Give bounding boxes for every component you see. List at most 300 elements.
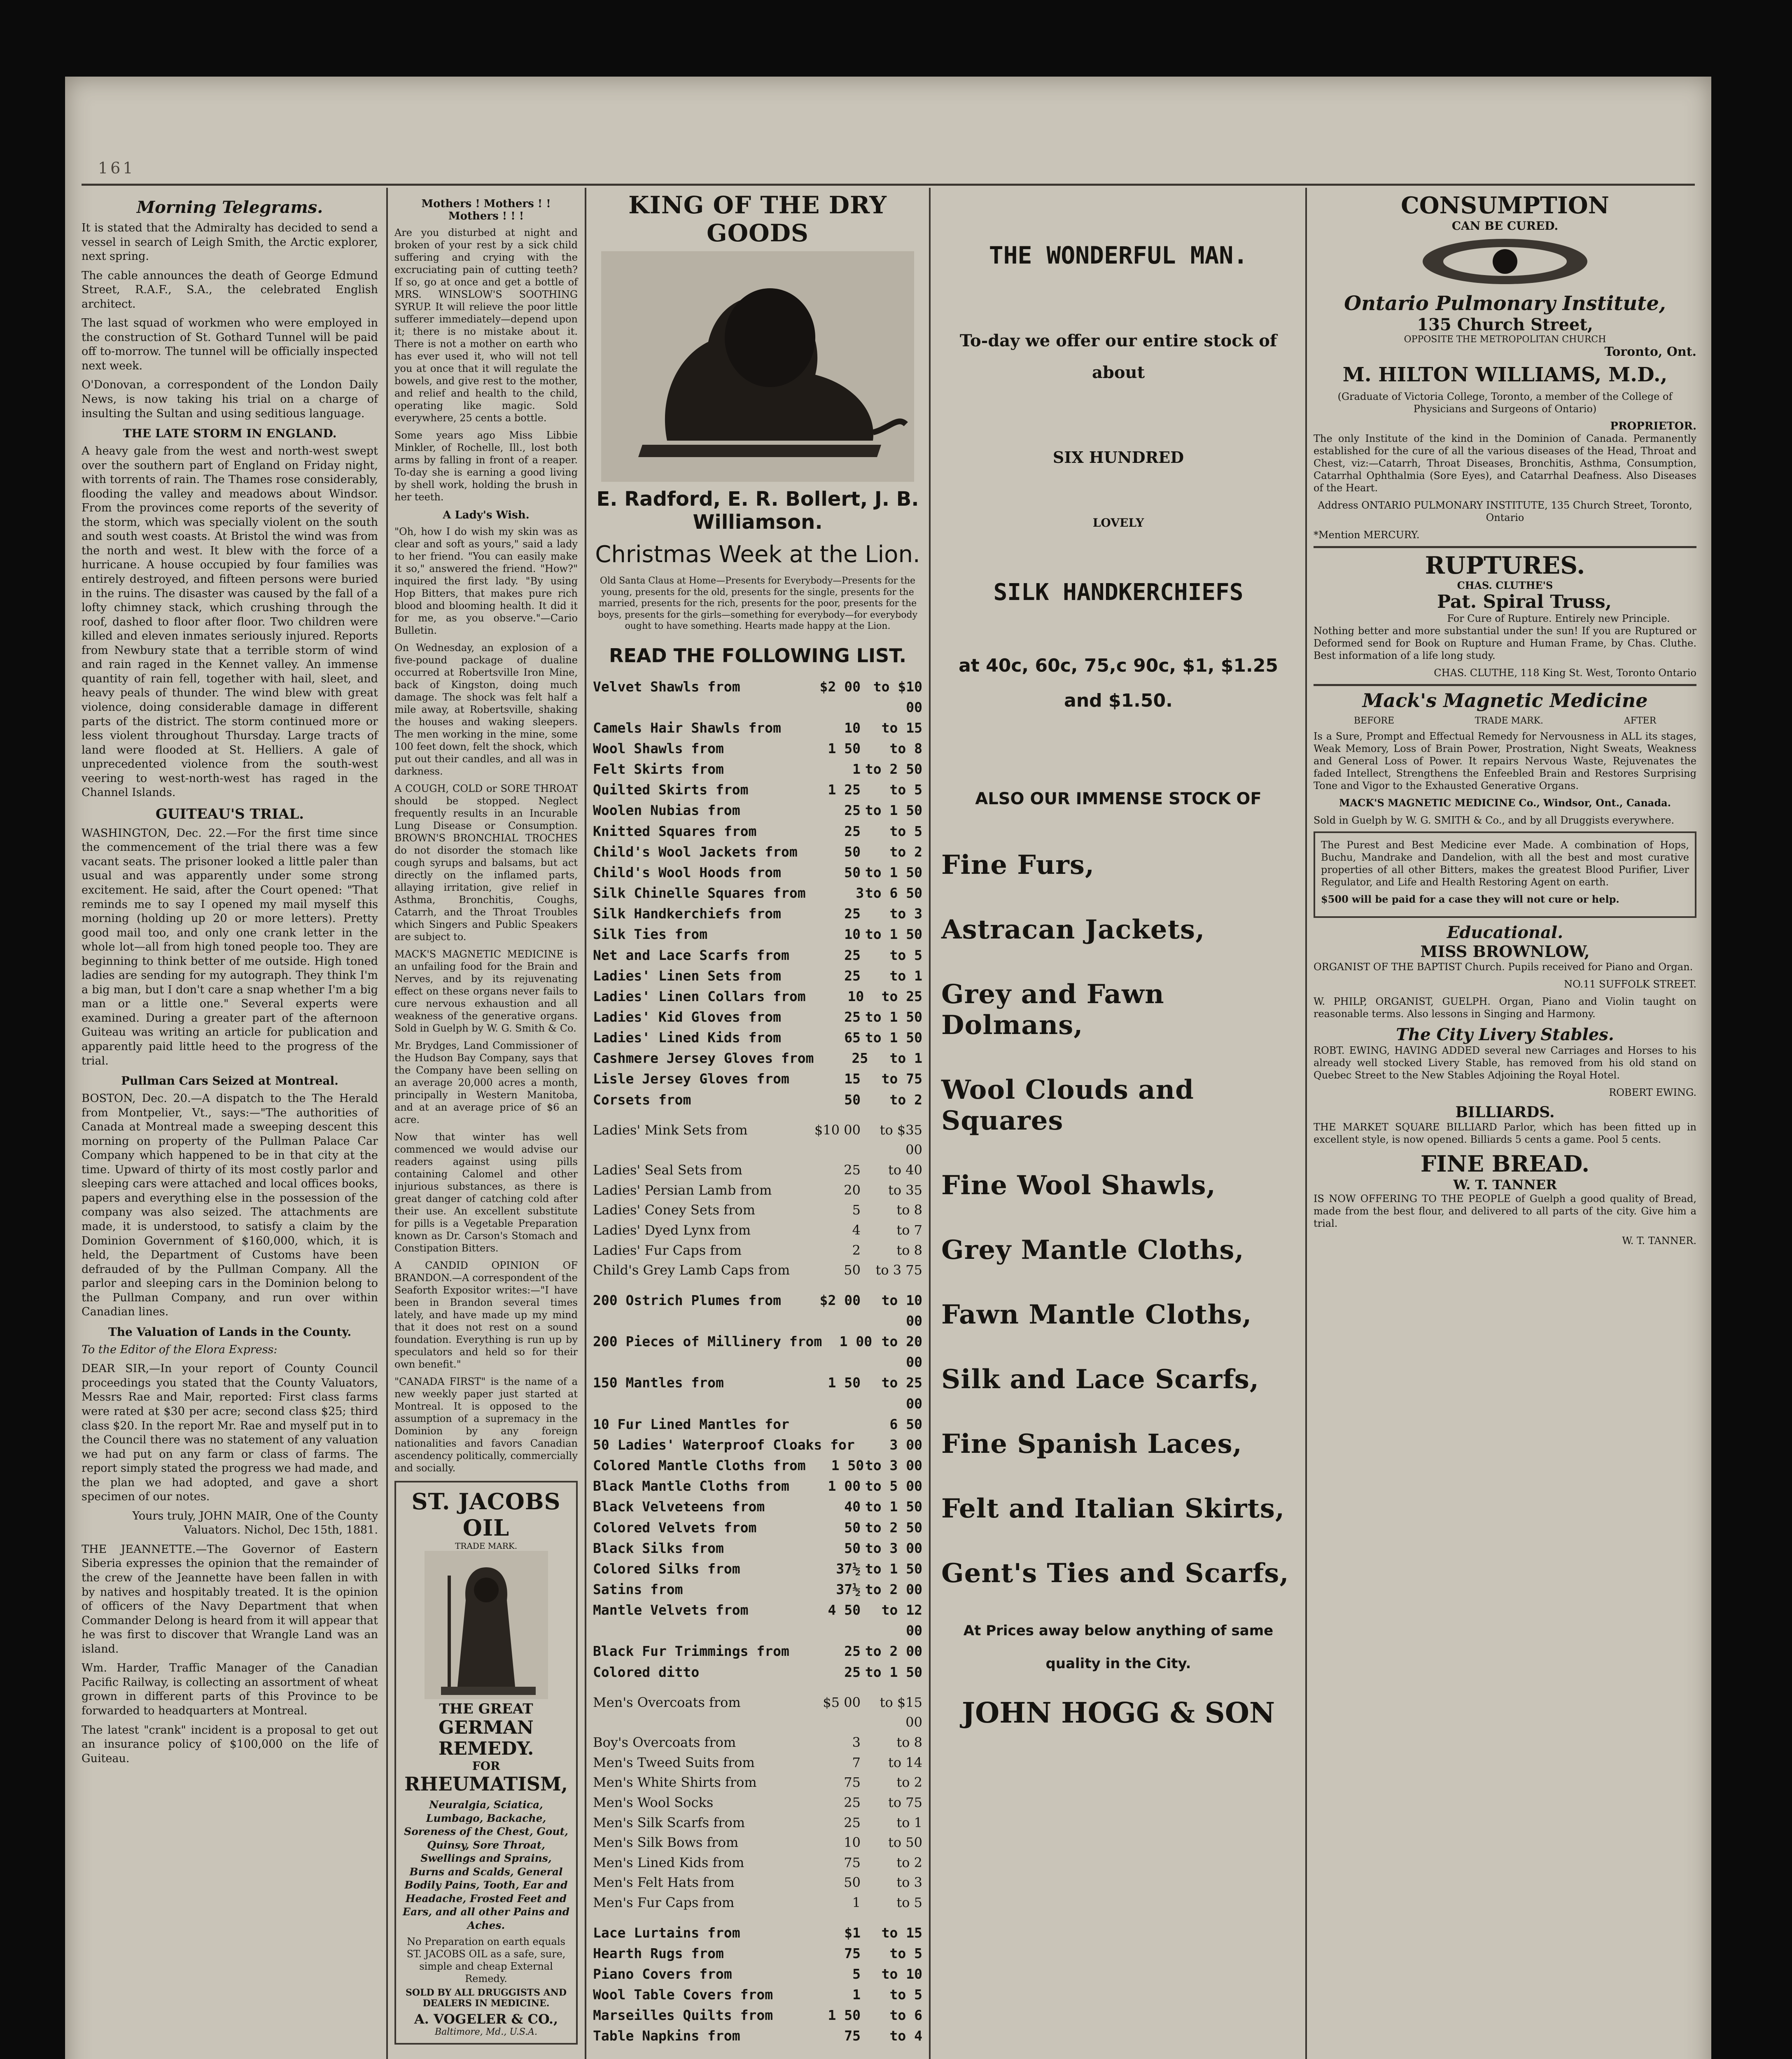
price-item: Mantle Velvets from — [593, 1602, 749, 1618]
price-value: 25 — [844, 906, 861, 922]
price-value: 25 — [844, 1162, 861, 1178]
price-value: 1 — [852, 761, 861, 777]
price-value: 6 50 — [889, 1416, 922, 1432]
price-value: to 15 — [881, 1924, 922, 1941]
article-body: WASHINGTON, Dec. 22.—For the first time since the commencement of the trial there was a few vacant seats. The prisoner looked a little paler than usual and was apparently under some strong excitement. He said, after the Court opened: "That reminds me to say I opened my mail myself this morning (holding up 20 or more letters). Pretty good mail too, and only one crank letter in the whole lot—all from high toned people too. They are beginning to think better of me outside. High toned ladies are sending for my autograph. They think I'm a big man, but I don't care a snap whether I'm a big man or a little one." Several experts were examined. During a greater part of the afternoon Guiteau was writing an article for publication and apparently paid little heed to the progress of the trial. — [82, 826, 378, 1067]
price-item: Men's Tweed Suits from — [593, 1754, 755, 1770]
price-value: to 1 50 — [865, 926, 922, 943]
ad-before: BEFORE — [1353, 716, 1395, 726]
price-value: 1 00 — [828, 1478, 861, 1494]
price-value: to 1 50 — [865, 1664, 922, 1680]
telegram-paragraph: O'Donovan, a correspondent of the London Daily News, is now taking his trial on a charge of insulting the Sultan and using seditious language. — [82, 378, 378, 420]
telegram-paragraph: It is stated that the Admiralty has decided to send a vessel in search of Leigh Smith, the Arctic explorer, next spring. — [82, 222, 378, 263]
column-hogg-ad — [937, 241, 1300, 2059]
price-value: 37½ — [836, 1581, 861, 1597]
price-row — [593, 677, 922, 718]
article-title: Mothers ! Mothers ! ! Mothers ! ! ! — [421, 198, 551, 222]
ad-hops-body: The Purest and Best Medicine ever Made. A combination of Hops, Buchu, Mandrake and Dandelion, with all the best and most curative properties of all other Bitters, makes the greatest Blood Purifier, Liver Regulator, and Life and Health Restoring Agent on earth. — [1321, 839, 1689, 888]
price-row — [593, 1893, 922, 1913]
price-value: 40 — [844, 1499, 861, 1515]
price-item: Colored Mantle Cloths from — [593, 1457, 806, 1474]
ad-headline: KING OF THE DRY GOODS — [628, 191, 887, 247]
price-value: 25 — [852, 1050, 868, 1067]
price-row — [593, 945, 922, 966]
price-value: 25 — [844, 1794, 861, 1810]
ad-stock-item: Fine Spanish Laces, — [941, 1429, 1242, 1459]
price-value: 25 — [844, 802, 861, 819]
article-title: The Valuation of Lands in the County. — [108, 1325, 352, 1339]
price-value: to 15 — [881, 719, 922, 736]
price-value: to 3 75 — [875, 1262, 922, 1278]
price-item: 200 Pieces of Millinery from — [593, 1333, 822, 1350]
column-divider — [929, 188, 931, 2059]
ad-stock-item: Felt and Italian Skirts, — [941, 1493, 1285, 1524]
price-item: Silk Handkerchiefs from — [593, 906, 781, 922]
ad-ailment-list: Neuralgia, Sciatica, Lumbago, Backache, Soreness of the Chest, Gout, Quinsy, Sore Throat, Swellings and Sprains, Burns and Scalds, General Bodily Pains, Tooth, Ear and Headache, Frosted Feet and Ears, and all other Pains and Aches. — [402, 1799, 570, 1931]
price-item: Felt Skirts from — [593, 761, 724, 777]
price-value: to 1 — [889, 1050, 922, 1067]
article-title: Pullman Cars Seized at Montreal. — [121, 1074, 338, 1088]
ad-street: 135 Church Street, — [1417, 315, 1593, 334]
article-body: Now that winter has well commenced we would advise our readers against using pills containing Calomel and other injurious substances, as there is great danger of catching cold after their use. An excellent substitute for pills is a Vegetable Preparation known as Dr. Carson's Stomach and Constipation Bitters. — [394, 1131, 578, 1254]
price-row — [593, 2057, 922, 2059]
price-value: to $15 00 — [880, 1694, 922, 1730]
price-value: to 5 — [889, 823, 922, 839]
price-item: Ladies' Coney Sets from — [593, 1202, 755, 1218]
price-value: to 7 — [896, 1222, 922, 1238]
price-value: to 2 00 — [865, 1581, 922, 1597]
price-item: Lace Lurtains from — [593, 1924, 740, 1941]
price-row — [593, 1753, 922, 1773]
ad-mack-company: MACK'S MAGNETIC MEDICINE Co., Windsor, Ont., Canada. — [1339, 797, 1671, 809]
ad-also: ALSO OUR IMMENSE STOCK OF — [975, 789, 1262, 808]
price-row — [593, 718, 922, 738]
price-value: to 14 — [888, 1754, 922, 1770]
ad-firm: JOHN HOGG & SON — [961, 1697, 1275, 1730]
st-jacobs-oil-ad — [394, 1481, 578, 2045]
price-item: Men's Overcoats from — [593, 1694, 741, 1710]
price-item: Silk Chinelle Squares from — [593, 885, 806, 901]
ad-livery-title: The City Livery Stables. — [1396, 1025, 1614, 1044]
price-value: 25 — [844, 1009, 861, 1025]
price-item: Ladies' Kid Gloves from — [593, 1009, 781, 1025]
ad-institute: Ontario Pulmonary Institute, — [1344, 292, 1666, 315]
section-title: Educational. — [1447, 923, 1563, 942]
price-value: 25 — [844, 1814, 861, 1830]
price-item: Men's Fur Caps from — [593, 1895, 735, 1910]
price-value: 75 — [844, 1945, 861, 1961]
price-row — [593, 1833, 922, 1853]
price-row — [593, 821, 922, 842]
price-value: 1 50 — [828, 1375, 861, 1391]
price-value: to 6 — [889, 2007, 922, 2024]
section-title: Morning Telegrams. — [136, 198, 323, 217]
lion-illustration-icon — [593, 251, 922, 482]
price-value: to 6 50 — [865, 885, 922, 901]
price-item: Ladies' Linen Collars from — [593, 988, 806, 1004]
price-value: to 2 — [889, 843, 922, 860]
ad-offer: To-day we offer our entire stock of — [959, 331, 1277, 350]
price-row — [593, 2026, 922, 2046]
price-value: to 3 00 — [865, 1457, 922, 1474]
price-row — [593, 966, 922, 986]
ad-stock-item: Fine Furs, — [941, 850, 1095, 880]
price-row — [593, 1120, 922, 1160]
letter-signature: Yours truly, JOHN MAIR, One of the County Valuators. Nichol, Dec 15th, 1881. — [132, 1509, 378, 1537]
price-row — [593, 1662, 922, 1683]
price-row — [593, 1732, 922, 1753]
price-value: to 50 — [888, 1835, 922, 1851]
price-value: to 10 00 — [881, 1292, 922, 1329]
price-row — [593, 1496, 922, 1517]
ad-rheumatism: RHEUMATISM, — [404, 1773, 568, 1795]
telegram-paragraph: The cable announces the death of George Edmund Street, R.A.F., S.A., the celebrated English architect. — [82, 269, 378, 310]
top-rule — [82, 184, 1695, 186]
column-divider — [1305, 188, 1307, 2059]
eye-icon — [1314, 233, 1696, 290]
price-value: 10 — [844, 926, 861, 943]
ad-philp: W. PHILP, ORGANIST, GUELPH. Organ, Piano and Violin taught on reasonable terms. Also lessons in Singing and Harmony. — [1314, 996, 1696, 1020]
price-row — [593, 1872, 922, 1893]
price-row — [593, 1455, 922, 1476]
article-body: Mr. Brydges, Land Commissioner of the Hudson Bay Company, says that the Company have been selling on an average 20,000 acres a month, principally in Western Manitoba, and at an average price of $6 an acre. — [394, 1040, 578, 1125]
price-value: to 3 — [896, 1875, 922, 1891]
price-item: 200 Ostrich Plumes from — [593, 1292, 781, 1308]
price-value: to 10 — [881, 1966, 922, 1982]
article-body: A heavy gale from the west and north-west swept over the southern part of England on Friday night, with torrents of rain. The Thames rose considerably, flooding the valley and meadows about Windsor. From the provinces come reports of the severity of the storm, which was specially violent on the south and south west coasts. At Bristol the wind was from the north and west. It blew with the force of a hurricane. A house occupied by four families was entirely destroyed, and fifteen persons were buried in the ruins. The disaster was caused by the fall of a lofty chimney stack, which crushing through the roof, dashed to floor after floor. Two children were killed and eleven inmates seriously injured. Reports from Newbury state that a terrible storm of wind and rain raged in the Kennet valley. An immense quantity of rain fell, together with hail, sleet, and heavy peals of thunder. The wind blew with great violence, doing considerable damage in different parts of the district. The storm continued more or less violent throughout Thursday. Large tracts of land were flooded at St. Helliers. A gale of unprecedented violence from the south-west veering to west-north-west has raged in the Channel Islands. — [82, 445, 378, 799]
telegram-paragraph: The last squad of workmen who were employed in the construction of St. Gothard Tunnel will be paid off to-morrow. The tunnel will be officially inspected next week. — [82, 317, 378, 372]
price-item: Child's Wool Jackets from — [593, 843, 798, 860]
price-row — [593, 1984, 922, 2005]
price-value: 37½ — [836, 1560, 861, 1577]
article-title: THE LATE STORM IN ENGLAND. — [123, 427, 337, 441]
price-row — [593, 1692, 922, 1732]
ad-firm: A. VOGELER & CO., — [414, 2011, 558, 2027]
price-row — [593, 1813, 922, 1833]
price-list-household — [593, 1923, 922, 2047]
price-value: 1 25 — [828, 782, 861, 798]
price-row — [593, 1414, 922, 1435]
ad-six-hundred: SIX HUNDRED — [1052, 448, 1184, 467]
column-telegrams — [82, 192, 378, 2059]
price-item: Colored ditto — [593, 1664, 700, 1680]
price-row — [593, 2005, 922, 2026]
ad-graduate: (Graduate of Victoria College, Toronto, a member of the College of Physicians and Surgeons of Ontario) — [1337, 391, 1673, 415]
price-value: to 5 00 — [865, 1478, 922, 1494]
price-value: 4 — [852, 1222, 861, 1238]
price-item: Black Mantle Cloths from — [593, 1478, 789, 1494]
price-item: Men's Felt Hats from — [593, 1875, 735, 1891]
price-row — [593, 1517, 922, 1538]
ad-truss-body: Nothing better and more substantial under the sun! If you are Ruptured or Deformed send for Book on Rupture and Human Frame, by Chas. Cluthe. Best information of a life long study. — [1314, 625, 1696, 661]
ad-body: The only Institute of the kind in the Dominion of Canada. Permanently established for the cure of all the various diseases of the Head, Throat and Chest, viz:—Catarrh, Throat Diseases, Bronchitis, Asthma, Consumption, Catarrhal Ophthalmia (Sore Eyes), and Catarrhal Deafness. Also Diseases of the Heart. — [1314, 433, 1696, 494]
ad-stock-item: Fine Wool Shawls, — [941, 1170, 1216, 1201]
price-value: 1 50 — [831, 1457, 864, 1474]
ad-rule — [1314, 684, 1696, 686]
article-body: THE JEANNETTE.—The Governor of Eastern Siberia expresses the opinion that the remainder of the crew of the Jeannette have been fallen in with by natives and hospitably treated. It is the opinion of officers of the Navy Department that when Commander Delong is heard from it will appear that he was first to discover that Wrangle Land was an island. — [82, 1543, 378, 1655]
price-row — [593, 1793, 922, 1813]
monk-illustration-icon — [425, 1551, 548, 1699]
price-item: Ladies' Persian Lamb from — [593, 1182, 772, 1198]
price-item: Ladies' Fur Caps from — [593, 1242, 742, 1258]
ad-doctor: M. HILTON WILLIAMS, M.D., — [1342, 363, 1668, 386]
price-row — [593, 924, 922, 945]
column-divider — [585, 188, 586, 2059]
price-value: 25 — [844, 967, 861, 984]
price-row — [593, 1027, 922, 1048]
price-value: 25 — [844, 823, 861, 839]
price-row — [593, 1853, 922, 1873]
article-body: Wm. Harder, Traffic Manager of the Canadian Pacific Railway, is collecting an assortment of wheat grown in different parts of this Province to be forwarded to headquarters at Montreal. — [82, 1662, 378, 1717]
ad-stock-item: Silk and Lace Scarfs, — [941, 1364, 1260, 1395]
ad-silk-handkerchiefs: SILK HANDKERCHIEFS — [993, 579, 1244, 606]
price-value: 10 — [844, 1835, 861, 1851]
ad-tanner-sign: W. T. TANNER. — [1622, 1235, 1696, 1247]
price-value: to 2 — [896, 1854, 922, 1870]
price-item: Quilted Skirts from — [593, 782, 749, 798]
price-row — [593, 1559, 922, 1579]
price-item: Colored Velvets from — [593, 1519, 757, 1536]
price-value — [855, 1435, 889, 1455]
price-row — [593, 1600, 922, 1641]
price-value: $5 00 — [823, 1694, 861, 1710]
price-value: to $35 00 — [880, 1122, 922, 1158]
ad-names: E. Radford, E. R. Bollert, J. B. Williamson. — [596, 488, 919, 534]
price-row — [593, 883, 922, 903]
price-value: 50 — [844, 1262, 861, 1278]
price-item: 10 Fur Lined Mantles for — [593, 1416, 789, 1432]
article-body: A COUGH, COLD or SORE THROAT should be stopped. Neglect frequently results in an Incurable Lung Disease or Consumption. BROWN'S BRONCHIAL TROCHES do not disorder the stomach like cough syrups and balsams, but act directly on the inflamed parts, allaying irritation, give relief in Asthma, Bronchitis, Coughs, Catarrh, and the Throat Troubles which Singers and Public Speakers are subject to. — [394, 783, 578, 943]
price-value: 15 — [844, 1071, 861, 1087]
price-value: 4 50 — [828, 1602, 861, 1618]
price-list-millinery — [593, 1290, 922, 1683]
price-item: Ladies' Dyed Lynx from — [593, 1222, 751, 1238]
price-value: 50 — [844, 864, 861, 880]
price-value: 50 — [844, 1540, 861, 1556]
article-body: A CANDID OPINION OF BRANDON.—A correspondent of the Seaforth Expositor writes:—"I have been in Brandon several times lately, and have made up my mind that it does not rest on a sound foundation. Everything is run up by speculators and held so for their own benefit." — [394, 1260, 578, 1370]
ad-trademark: TRADE MARK. — [455, 1541, 518, 1551]
price-value: to 75 — [888, 1794, 922, 1810]
ad-stock-item: Gent's Ties and Scarfs, — [941, 1558, 1289, 1589]
ad-cured: CAN BE CURED. — [1451, 219, 1559, 233]
price-list-linens — [593, 2057, 922, 2059]
price-row — [593, 1476, 922, 1496]
price-item: Ladies' Seal Sets from — [593, 1162, 742, 1178]
ad-stock-item: Fawn Mantle Cloths, — [941, 1299, 1252, 1330]
price-value: 1 00 — [839, 1333, 873, 1350]
price-value: to 8 — [889, 740, 922, 756]
price-row — [593, 1964, 922, 1984]
price-value: 75 — [844, 1854, 861, 1870]
ad-title: ST. JACOBS OIL — [411, 1488, 561, 1541]
price-row — [593, 1331, 922, 1373]
article-body: On Wednesday, an explosion of a five-pound package of dualine occurred at Robertsville Iron Mine, back of Kingston, doing much damage. The shock was felt half a mile away, at Robertsville, shaking the houses and waking sleepers. The men working in the mine, some 100 feet down, felt the shock, which put out their candles, and all was in darkness. — [394, 642, 578, 777]
price-row — [593, 1048, 922, 1069]
price-value: 65 — [844, 1030, 861, 1046]
price-item: Hearth Rugs from — [593, 1945, 724, 1961]
ad-tanner-body: IS NOW OFFERING TO THE PEOPLE of Guelph a good quality of Bread, made from the best flour, and delivered to all parts of the city. Give him a trial. — [1314, 1193, 1696, 1229]
price-item: Velvet Shawls from — [593, 678, 740, 695]
price-value: to 1 — [889, 967, 922, 984]
price-row — [593, 1007, 922, 1027]
price-item: Corsets from — [593, 1091, 691, 1108]
price-item: Piano Covers from — [593, 1966, 732, 1982]
ad-mack-figures — [1314, 716, 1696, 726]
price-row — [593, 1772, 922, 1793]
price-value: to 2 — [889, 1091, 922, 1108]
price-item: Ladies' Mink Sets from — [593, 1122, 748, 1138]
price-value: to 8 — [896, 1202, 922, 1218]
price-row — [593, 1180, 922, 1200]
price-value: 5 — [852, 1966, 861, 1982]
price-item: Marseilles Quilts from — [593, 2007, 773, 2024]
price-item: Child's Grey Lamb Caps from — [593, 1262, 790, 1278]
price-value: to 20 00 — [881, 1333, 922, 1370]
price-row — [593, 1160, 922, 1180]
price-item: Woolen Nubias from — [593, 802, 740, 819]
price-row — [593, 780, 922, 800]
price-row — [593, 759, 922, 780]
price-value: to 5 — [889, 782, 922, 798]
price-row — [593, 1069, 922, 1089]
price-value: to 8 — [896, 1242, 922, 1258]
price-value: to 1 50 — [865, 1009, 922, 1025]
ad-address: Address ONTARIO PULMONARY INSTITUTE, 135 Church Street, Toronto, Ontario — [1318, 500, 1692, 523]
price-value: to 1 50 — [865, 802, 922, 819]
ad-hops-reward: $500 will be paid for a case they will not cure or help. — [1321, 893, 1619, 905]
price-value: to 5 — [889, 947, 922, 963]
hop-bitters-ad — [1314, 831, 1696, 918]
page-number: 161 — [98, 159, 135, 177]
ad-for: FOR — [472, 1759, 500, 1773]
ad-mack-body: Is a Sure, Prompt and Effectual Remedy for Nervousness in ALL its stages, Weak Memory, Loss of Brain Power, Prostration, Night Sweats, Weakness and General Loss of Power. It repairs Nervous Waste, Rejuvenates the faded Intellect, Strengthens the Enfeebled Brain and Restores Surprising Tone and Vigor to the Exhausted Generative Organs. — [1314, 731, 1696, 791]
price-item: Wool Shawls from — [593, 740, 724, 756]
price-value: to 1 50 — [865, 864, 922, 880]
price-row — [593, 1090, 922, 1110]
price-row — [593, 738, 922, 759]
letter-salutation: To the Editor of the Elora Express: — [82, 1343, 278, 1356]
ad-after: AFTER — [1624, 716, 1657, 726]
ad-quality: quality in the City. — [1045, 1655, 1191, 1672]
column-dry-goods-ad — [593, 188, 922, 2059]
ad-billiards-title: BILLIARDS. — [1455, 1104, 1555, 1121]
price-row — [593, 1943, 922, 1964]
price-item: Boy's Overcoats from — [593, 1735, 736, 1750]
ad-consumption: CONSUMPTION — [1401, 192, 1609, 219]
price-value: to 4 — [889, 2028, 922, 2044]
price-item: Black Silks from — [593, 1540, 724, 1556]
price-item: 150 Mantles from — [593, 1375, 724, 1391]
price-item — [593, 2057, 749, 2059]
ad-billiards: THE MARKET SQUARE BILLIARD Parlor, which has been fitted up in excellent style, is now opened. Billiards 5 cents a game. Pool 5 cents. — [1314, 1121, 1696, 1145]
price-row — [593, 903, 922, 924]
ad-cluthe-address: CHAS. CLUTHE, 118 King St. West, Toronto Ontario — [1434, 667, 1696, 679]
ad-truss: Pat. Spiral Truss, — [1437, 591, 1612, 612]
ad-stock-item: Wool Clouds and Squares — [941, 1074, 1194, 1136]
ad-lovely: LOVELY — [1092, 516, 1144, 530]
price-value: 50 — [844, 1519, 861, 1536]
price-value: to 1 50 — [865, 1499, 922, 1515]
price-value: to 5 — [889, 1945, 922, 1961]
price-value: to 2 — [896, 1774, 922, 1791]
ad-about: about — [1092, 363, 1145, 382]
ad-santa-blurb: Old Santa Claus at Home—Presents for Everybody—Presents for the young, presents for the old, presents for the single, presents for the married, presents for the rich, presents for the poor, presents for the boys, presents for the girls—something for everybody—for everybody ought to have something. Hearts made happy at the Lion. — [597, 576, 918, 631]
ad-opposite: OPPOSITE THE METROPOLITAN CHURCH — [1404, 334, 1606, 345]
price-row — [593, 862, 922, 883]
price-row — [593, 1240, 922, 1261]
price-item: Lisle Jersey Gloves from — [593, 1071, 789, 1087]
price-value: 1 50 — [828, 740, 861, 756]
price-value: to 1 50 — [865, 1560, 922, 1577]
article-body: "CANADA FIRST" is the name of a new weekly paper just started at Montreal. It is opposed to the assumption of a supremacy in the Dominion by any foreign nationalities and favors Canadian ascendency politically, commercially and socially. — [394, 1376, 578, 1474]
price-list-mens — [593, 1692, 922, 1913]
column-miscellany — [394, 192, 578, 2059]
article-body: Are you disturbed at night and broken of your rest by a sick child suffering and crying with the excruciating pain of cutting teeth? If so, go at once and get a bottle of MRS. WINSLOW'S SOOTHING SYRUP. It will relieve the poor little sufferer immediately—depend upon it; there is no mistake about it. There is not a mother on earth who has ever used it, who will not tell you at once that it will regulate the bowels, and give rest to the mother, and relief and health to the child, operating like magic. Sold everywhere, 25 cents a bottle. — [394, 227, 578, 424]
article-body: The latest "crank" incident is a proposal to get out an insurance policy of $100,000 on the life of Guiteau. — [82, 1723, 378, 1765]
price-value: to $10 00 — [873, 678, 922, 715]
price-row — [593, 842, 922, 862]
price-value — [799, 1414, 861, 1435]
column-divider — [386, 188, 388, 2059]
price-item: Men's Silk Bows from — [593, 1835, 739, 1851]
ad-christmas: Christmas Week at the Lion. — [595, 541, 920, 568]
ad-stock-item: Grey and Fawn Dolmans, — [941, 979, 1164, 1041]
price-value: to 1 50 — [865, 1030, 922, 1046]
price-value: to 3 00 — [865, 1540, 922, 1556]
ad-city: Baltimore, Md., U.S.A. — [434, 2027, 538, 2037]
ad-ewing-sign: ROBERT EWING. — [1609, 1087, 1696, 1098]
price-value: to 5 — [889, 1987, 922, 2003]
article-body: MACK'S MAGNETIC MEDICINE is an unfailing food for the Brain and Nerves, and by its rejuvenating effect on these organs never fails to cure nervous exhaustion and all weakness of the generative organs. Sold in Guelph by W. G. Smith & Co. — [394, 948, 578, 1034]
ad-tanner: W. T. TANNER — [1453, 1177, 1557, 1193]
article-title: A Lady's Wish. — [443, 509, 530, 521]
price-value: 10 — [847, 988, 864, 1004]
ad-german: GERMAN REMEDY. — [438, 1717, 534, 1759]
column-small-ads — [1314, 192, 1696, 2059]
ad-trademark: TRADE MARK. — [1475, 716, 1543, 726]
price-value — [749, 2057, 922, 2059]
price-row — [593, 1290, 922, 1331]
price-value: to 8 — [896, 1735, 922, 1750]
price-item: Ladies' Linen Sets from — [593, 967, 781, 984]
price-value: to 2 50 — [865, 761, 922, 777]
article-title: GUITEAU'S TRIAL. — [155, 805, 304, 822]
price-value: 10 — [844, 719, 861, 736]
price-list-shawls — [593, 677, 922, 1110]
price-value: 50 — [844, 1875, 861, 1891]
price-item: Knitted Squares from — [593, 823, 757, 839]
price-list-furs — [593, 1120, 922, 1280]
price-row — [593, 986, 922, 1007]
price-value: $2 00 — [819, 678, 861, 695]
ad-toronto: Toronto, Ont. — [1604, 345, 1696, 359]
ad-read-list: READ THE FOLLOWING LIST. — [609, 644, 907, 667]
price-item: Cashmere Jersey Gloves from — [593, 1050, 814, 1067]
price-item: Ladies' Lined Kids from — [593, 1030, 781, 1046]
price-value: 1 50 — [828, 2007, 861, 2024]
article-body: DEAR SIR,—In your report of County Council proceedings you stated that the County Valuators, Messrs Rae and Mair, reported: First class farms were rated at $30 per acre; second class $25; third class $20. In the report Mr. Rae and myself put in to the Council there was no statement of any valuation we had put on any farm or class of farms. The report simply stated the progress we had made, and the plan we had adopted, and gave a short specimen of our notes. — [82, 1362, 378, 1503]
price-value: 25 — [844, 1664, 861, 1680]
newspaper-page — [65, 77, 1711, 2059]
price-value: 25 — [844, 1643, 861, 1660]
ad-ewing: ROBT. EWING, HAVING ADDED several new Carriages and Horses to his already well stocked Livery Stable, has removed from his old stand on Quebec Street to the New Stables Adjoining the Royal Hotel. — [1314, 1045, 1696, 1081]
ad-stock-item: Grey Mantle Cloths, — [941, 1235, 1244, 1265]
ad-brownlow: MISS BROWNLOW, — [1420, 942, 1590, 961]
price-item: Silk Ties from — [593, 926, 708, 943]
ad-description: No Preparation on earth equals ST. JACOBS OIL as a safe, sure, simple and cheap External Remedy. — [406, 1936, 566, 1984]
price-item: Black Fur Trimmings from — [593, 1643, 789, 1660]
ad-suffolk: NO.11 SUFFOLK STREET. — [1564, 978, 1696, 990]
